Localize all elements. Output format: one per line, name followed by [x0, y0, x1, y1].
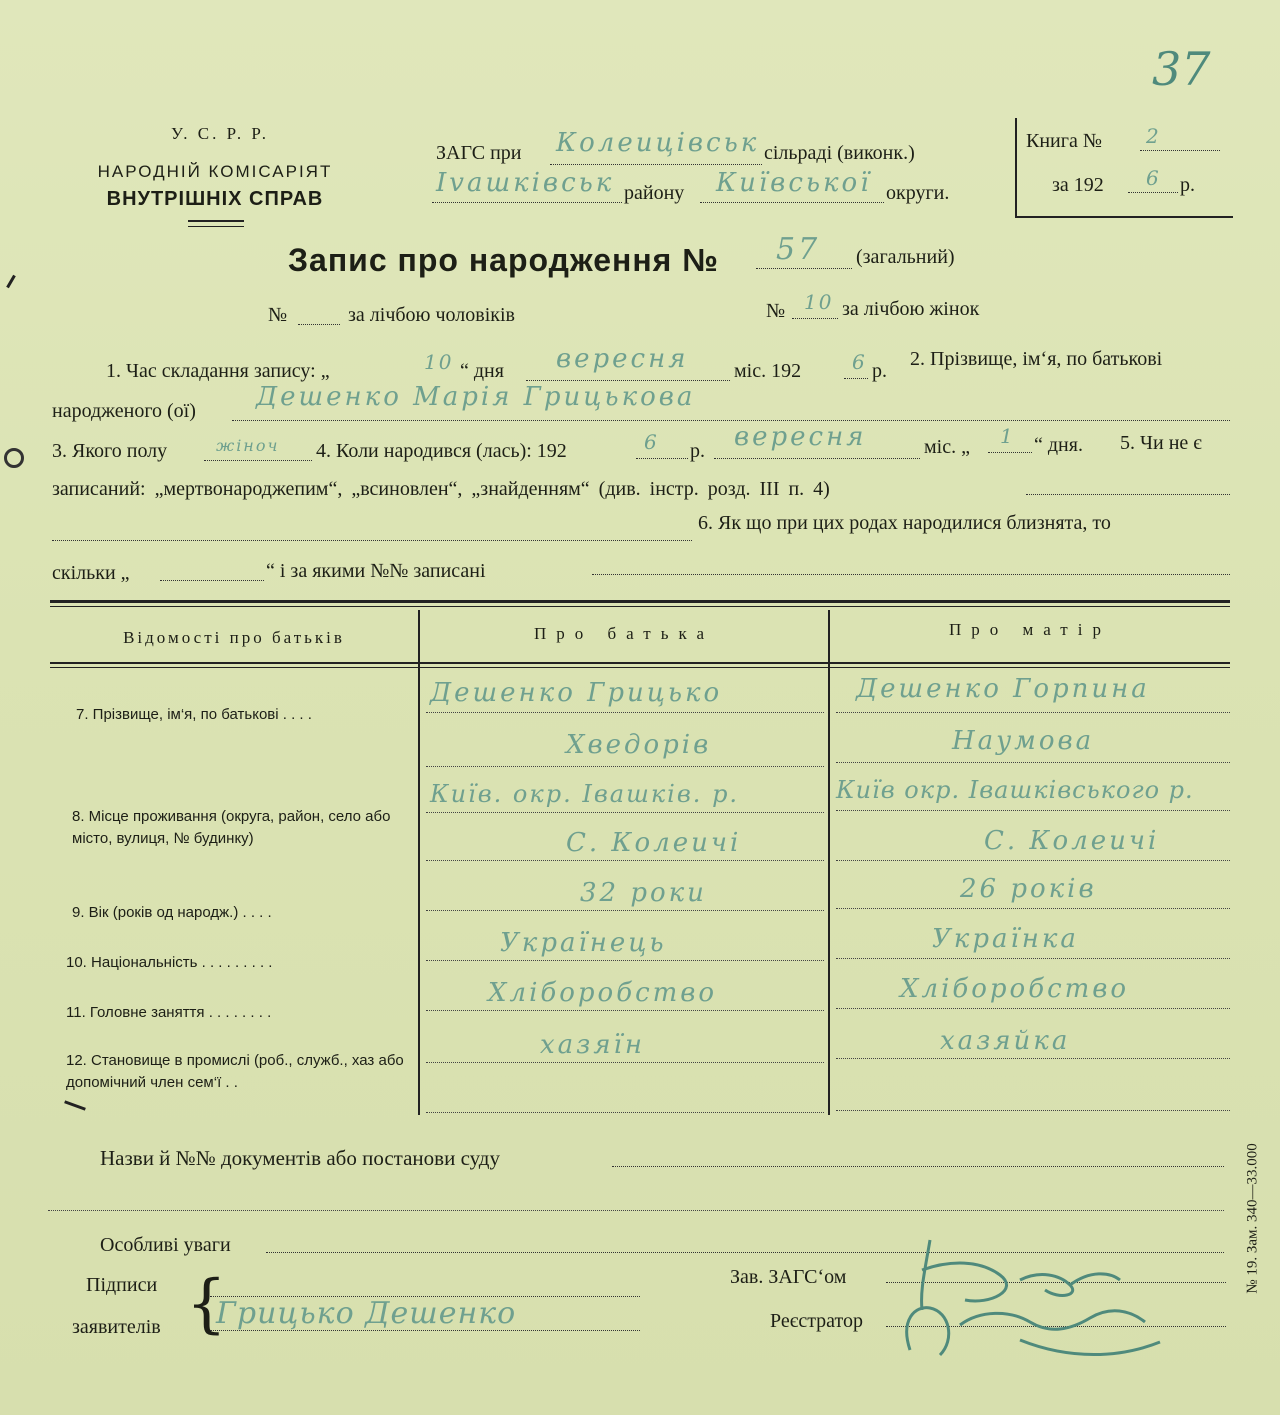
father-status: хазяїн [540, 1030, 646, 1060]
mother-nationality: Українка [932, 924, 1079, 954]
father-line-5 [426, 910, 824, 911]
applicant-signature: Грицько Дешенко [216, 1296, 517, 1331]
father-nationality: Українець [500, 928, 667, 958]
book-year-line [1128, 192, 1178, 193]
notes-label: Особливі уваги [100, 1234, 231, 1256]
father-residence-1: Київ. окр. Івашків. р. [430, 780, 740, 808]
okruha-value: Київської [716, 168, 872, 198]
born-value: Дешенко Марія Грицькова [256, 382, 696, 412]
field-1-year: 6 [852, 350, 867, 374]
father-line-4 [426, 860, 824, 861]
table-top-thin [50, 606, 1230, 607]
field-4-label: 4. Коли народився (лась): 192 [316, 440, 567, 462]
field-3-value: жіноч [216, 436, 280, 455]
mother-line-4 [836, 860, 1230, 861]
father-residence-2: С. Колеичі [566, 828, 742, 858]
book-label: Книга № [1026, 130, 1102, 152]
field-4-year: 6 [644, 430, 659, 454]
father-occupation: Хліборобство [488, 978, 718, 1008]
field-6-line2a: скільки „ [52, 562, 130, 584]
field-1-month: вересня [556, 344, 689, 374]
okruha-line [700, 202, 884, 203]
side-note: № 19. Зам. 340—33.000 [1244, 1143, 1261, 1294]
father-line-8 [426, 1062, 824, 1063]
head-label: Зав. ЗАГС‘ом [730, 1266, 847, 1288]
table-col-divider-1 [418, 610, 420, 1115]
mother-line-8 [836, 1058, 1230, 1059]
born-line [232, 420, 1230, 421]
men-no-line [298, 324, 340, 325]
table-header-bottom-2 [50, 667, 1230, 668]
record-title: Запис про народження № [288, 242, 719, 278]
field-4-day-suffix: “ дня. [1034, 434, 1083, 456]
raion-value: Ivaшківськ [436, 168, 615, 198]
field-3-label: 3. Якого полу [52, 440, 168, 462]
father-line-6 [426, 960, 824, 961]
field-6-pre-line [52, 540, 692, 541]
field-5-label: 5. Чи не є [1120, 432, 1202, 454]
book-year-digit: 6 [1146, 166, 1161, 190]
header-divider [188, 220, 244, 222]
mother-line-6 [836, 958, 1230, 959]
mother-age: 26 років [960, 874, 1097, 904]
field-1-month-line [526, 380, 730, 381]
field-4-r: р. [690, 440, 705, 462]
mother-patronymic: Наумова [952, 726, 1095, 756]
mother-residence-1: Київ окр. Івашківського р. [836, 776, 1194, 804]
registrar-label: Реєстратор [770, 1310, 864, 1332]
field-4-day-line [988, 452, 1032, 453]
okruha-label: округи. [886, 182, 950, 204]
field-1-month-suffix: міс. 192 [734, 360, 802, 382]
men-count-label: за лічбою чоловіків [348, 304, 515, 326]
field-2-label: 2. Прізвище, ім‘я, по батькові [910, 348, 1163, 370]
row-label-7: 7. Прізвище, ім‘я, по батькові . . . . [76, 706, 312, 723]
field-3-line [204, 460, 312, 461]
field-4-year-line [636, 458, 688, 459]
women-no-line [792, 318, 838, 319]
field-1-label: 1. Час складання запису: „ [106, 360, 330, 382]
book-box-bottom [1015, 216, 1233, 218]
father-line-9 [426, 1112, 824, 1113]
record-number: 57 [776, 232, 821, 267]
field-4-month-line [714, 458, 920, 459]
book-box-left [1015, 118, 1017, 218]
book-year-prefix: за 192 [1052, 174, 1104, 196]
zags-village-line [550, 164, 762, 165]
father-line-3 [426, 812, 824, 813]
mother-occupation: Хліборобство [900, 974, 1130, 1004]
women-number: 10 [804, 290, 834, 314]
field-1-r: р. [872, 360, 887, 382]
row-label-9: 9. Вік (років од народж.) . . . . [72, 904, 272, 921]
father-name: Дешенко Грицько [430, 678, 723, 708]
field-1-day: 10 [424, 350, 454, 374]
field-6-numbers-line [592, 574, 1230, 575]
row-label-12: 12. Становище в промислі (роб., служб., хаз або допомічний член сем‘ї . . [66, 1052, 404, 1091]
field-6-line2b: “ і за якими №№ записані [266, 560, 486, 582]
mother-line-2 [836, 762, 1230, 763]
signs-label-2: заявителів [72, 1316, 161, 1338]
mother-line-5 [836, 908, 1230, 909]
signs-brace: { [186, 1267, 227, 1341]
row-label-10: 10. Національність . . . . . . . . . [66, 954, 273, 971]
zags-suffix: сільраді (виконк.) [764, 142, 915, 164]
table-top-thick [50, 600, 1230, 603]
table-header-bottom [50, 662, 1230, 664]
docs-line-2 [48, 1210, 1224, 1211]
field-5-line2: записаний: „мертвонароджепим“, „всиновлен“, „знайденням“ (див. інстр. розд. III п. 4) [52, 478, 830, 500]
department-label: ВНУТРІШНІХ СПРАВ [106, 188, 324, 210]
row-label-11: 11. Головне заняття . . . . . . . . [66, 1004, 272, 1021]
father-line-2 [426, 766, 824, 767]
zags-prefix: ЗАГС при [436, 142, 522, 164]
docs-line [612, 1166, 1224, 1167]
ussr-label: У. С. Р. Р. [170, 124, 269, 143]
raion-line [432, 202, 622, 203]
record-number-line [756, 268, 852, 269]
women-no-label: № [766, 300, 786, 322]
docs-label: Назви й №№ документів або постанови суду [100, 1146, 500, 1170]
row-label-8: 8. Місце проживання (округа, район, село або місто, вулиця, № будинку) [72, 808, 391, 847]
binding-mark-2 [64, 1100, 86, 1110]
binding-mark-1 [6, 275, 16, 289]
father-age: 32 роки [580, 878, 707, 908]
women-count-label: за лічбою жінок [842, 298, 980, 320]
field-4-month: вересня [734, 422, 867, 452]
column-info-header: Відомості про батьків [123, 628, 345, 647]
field-1-day-suffix: “ дня [460, 360, 504, 382]
binding-hole-1 [4, 448, 24, 468]
men-no-label: № [268, 304, 288, 326]
mother-residence-2: С. Колеичі [984, 826, 1160, 856]
field-4-day: 1 [1000, 424, 1015, 448]
mother-line-7 [836, 1008, 1230, 1009]
record-general: (загальний) [856, 246, 955, 268]
table-col-divider-2 [828, 610, 830, 1115]
raion-label: району [624, 182, 685, 204]
father-line-1 [426, 712, 824, 713]
field-6-label: 6. Як що при цих родах народилися близнята, то [698, 512, 1111, 534]
mother-name: Дешенко Горпина [856, 674, 1150, 704]
field-5-line [1026, 494, 1230, 495]
father-patronymic: Хведорів [566, 730, 712, 760]
zags-village-value: Колеицівськ [556, 128, 760, 158]
field-4-mis: міс. „ [924, 436, 970, 458]
mother-line-1 [836, 712, 1230, 713]
book-year-suffix: р. [1180, 174, 1195, 196]
field-6-count-line [160, 580, 264, 581]
mother-line-9 [836, 1110, 1230, 1111]
page-number: 37 [1152, 42, 1211, 96]
field-1-year-line [844, 378, 868, 379]
book-number-line [1140, 150, 1220, 151]
column-father-header: Про батька [533, 624, 714, 643]
signs-label-1: Підписи [86, 1274, 158, 1296]
mother-line-3 [836, 810, 1230, 811]
book-number: 2 [1146, 124, 1161, 148]
header-divider-2 [188, 226, 244, 227]
father-line-7 [426, 1010, 824, 1011]
commissariat-label: НАРОДНІЙ КОМІСАРІЯТ [97, 162, 333, 181]
head-signature [870, 1230, 1170, 1380]
column-mother-header: Про матір [949, 620, 1111, 639]
mother-status: хазяйка [940, 1026, 1071, 1056]
born-label: народженого (ої) [52, 400, 196, 422]
